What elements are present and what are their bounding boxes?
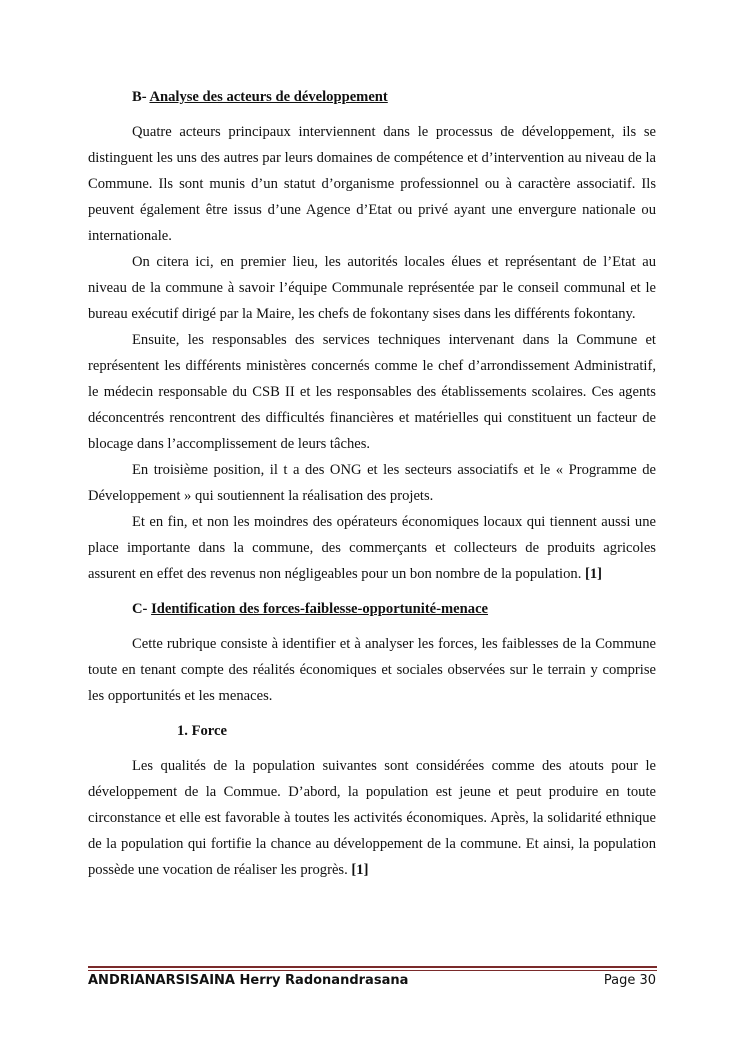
footer-page-number: Page 30 bbox=[603, 973, 656, 988]
footer-rule-thin bbox=[88, 970, 657, 971]
paragraph-b5-text: Et en fin, et non les moindres des opérateurs économiques locaux qui tiennent aussi une place importante dans la commune, des commerçants et collecteurs de produits agricoles assurent en effet des revenus non négligeables pour un bon nombre de la population. bbox=[88, 514, 656, 582]
footer-author: ANDRIANARSISAINA Herry Radonandrasana bbox=[88, 973, 409, 988]
paragraph-b1: Quatre acteurs principaux interviennent dans le processus de développement, ils se distinguent les uns des autres par leurs domaines de compétence et d’intervention au niveau de la Commune. Ils sont munis d’un statut d’organisme professionnel ou à caractère associatif. Ils peuvent également être issus d’une Agence d’Etat ou privé ayant une envergure nationale ou internationale. bbox=[88, 124, 656, 244]
section-b-title: Analyse des acteurs de développement bbox=[149, 89, 388, 105]
reference-b: [1] bbox=[585, 566, 603, 582]
section-c-title: Identification des forces-faiblesse-opportunité-menace bbox=[151, 601, 489, 617]
section-b-heading bbox=[132, 85, 656, 109]
paragraph-b3: Ensuite, les responsables des services techniques intervenant dans la Commune et représentent les différents ministères concernés comme le chef d’arrondissement Administratif, le médecin responsable du CSB II et les responsables des établissements scolaires. Ces agents déconcentrés rencontrent des difficultés financières et matérielles qui constituent un facteur de blocage dans l’accomplissement de leurs tâches. bbox=[88, 332, 656, 452]
section-c-heading bbox=[132, 597, 656, 621]
reference-force: [1] bbox=[351, 862, 369, 878]
footer-rule bbox=[88, 966, 657, 968]
paragraph-b4: En troisième position, il t a des ONG et les secteurs associatifs et le « Programme de Développement » qui soutiennent la réalisation des projets. bbox=[88, 462, 656, 504]
force-heading: 1. Force bbox=[177, 723, 227, 739]
paragraph-b5 bbox=[88, 509, 656, 587]
paragraph-b2: On citera ici, en premier lieu, les autorités locales élues et représentant de l’Etat au niveau de la commune à savoir l’équipe Communale représentée par le conseil communal et le bureau exécutif dirigé par la Maire, les chefs de fokontany sises dans les différents fokontany. bbox=[88, 254, 656, 322]
paragraph-c-intro: Cette rubrique consiste à identifier et à analyser les forces, les faiblesses de la Commune toute en tenant compte des réalités économiques et sociales observées sur le terrain y comprise les opportunités et les menaces. bbox=[88, 636, 656, 704]
page-content bbox=[88, 85, 656, 883]
paragraph-force-text: Les qualités de la population suivantes sont considérées comme des atouts pour le développement de la Commue. D’abord, la population est jeune et peut produire en toute circonstance et elle est favorable à toutes les activités économiques. Après, la solidarité ethnique de la population qui fortifie la chance au développement de la commune. Et ainsi, la population possède une vocation de réaliser les progrès. bbox=[88, 758, 656, 878]
paragraph-force bbox=[88, 753, 656, 883]
section-b-prefix: B- bbox=[132, 89, 150, 105]
section-c-prefix: C- bbox=[132, 601, 152, 617]
